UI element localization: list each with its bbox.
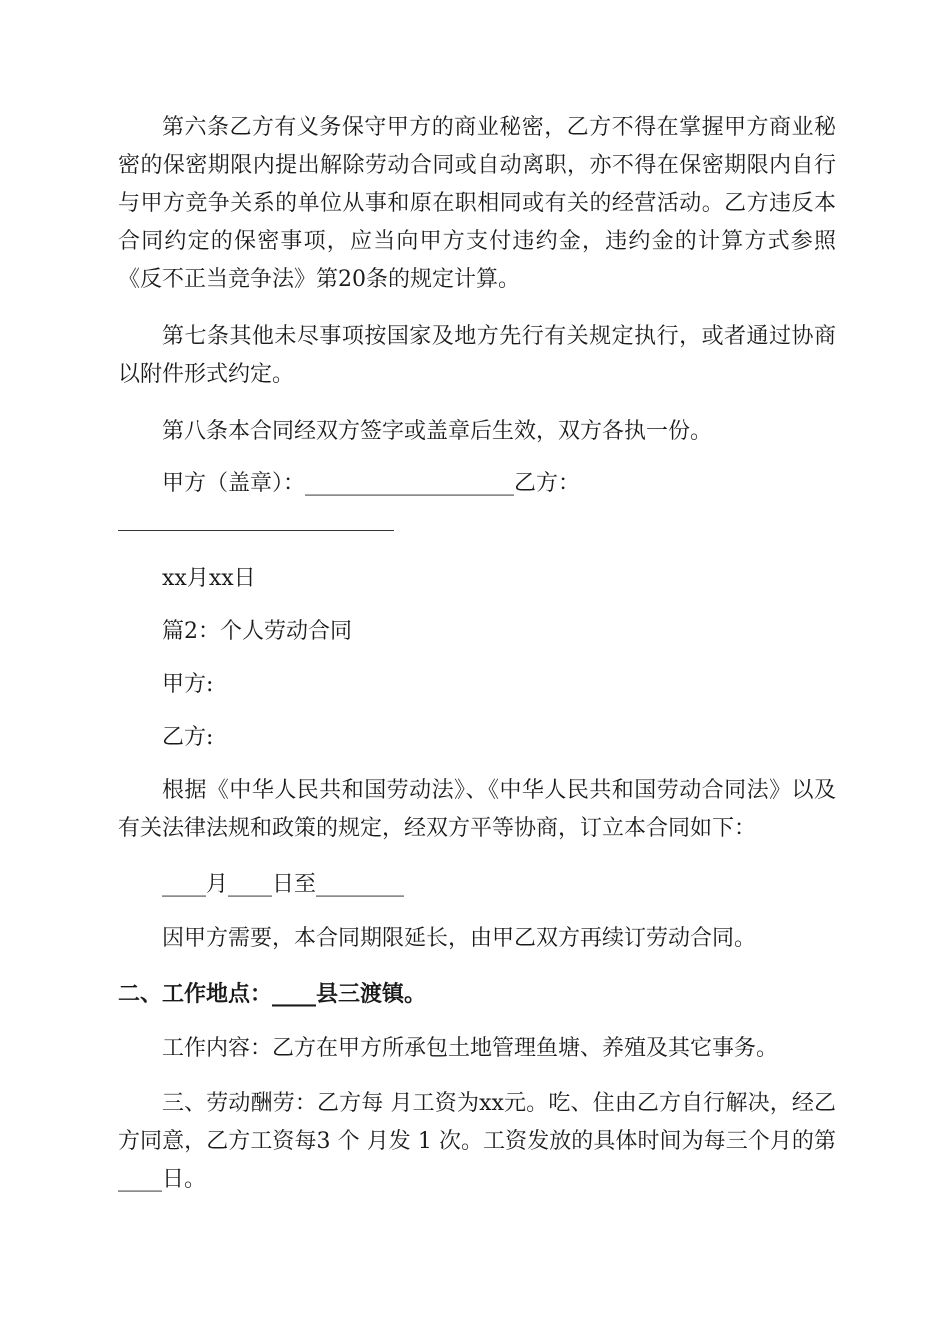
term-extension-paragraph: 因甲方需要，本合同期限延长，由甲乙双方再续订劳动合同。 xyxy=(162,926,757,951)
party-b-label: 乙方: xyxy=(162,725,214,750)
remuneration-paragraph: 三、劳动酬劳：乙方每 月工资为xx元。吃、住由乙方自行解决，经乙方同意，乙方工资每3 个 月发 1 次。工资发放的具体时间为每三个月的第____日。 xyxy=(118,1091,836,1192)
article-8-paragraph: 第八条本合同经双方签字或盖章后生效，双方各执一份。 xyxy=(162,419,713,444)
work-content-paragraph: 工作内容：乙方在甲方所承包土地管理鱼塘、养殖及其它事务。 xyxy=(162,1036,779,1061)
party-a-label: 甲方: xyxy=(162,672,214,697)
preamble-paragraph: 根据《中华人民共和国劳动法》、《中华人民共和国劳动合同法》以及有关法律法规和政策的规定，经双方平等协商，订立本合同如下： xyxy=(118,778,836,841)
section-title: 篇2：个人劳动合同 xyxy=(162,619,352,644)
work-location-heading: 二、工作地点：____县三渡镇。 xyxy=(118,981,427,1007)
article-6-paragraph: 第六条乙方有义务保守甲方的商业秘密，乙方不得在掌握甲方商业秘密的保密期限内提出解除劳动合同或自动离职，亦不得在保密期限内自行与甲方竞争关系的单位从事和原在职相同或有关的经营活动。乙方违反本合同约定的保密事项，应当向甲方支付违约金，违约金的计算方式参照《反不正当竞争法》第20条的规定计算。 xyxy=(118,115,836,292)
signature-underline xyxy=(118,530,394,531)
signature-line: 甲方（盖章）：___________________乙方： xyxy=(162,471,581,496)
date-line: xx月xx日 xyxy=(162,566,256,591)
article-7-paragraph: 第七条其他未尽事项按国家及地方先行有关规定执行，或者通过协商以附件形式约定。 xyxy=(118,324,836,387)
term-period-line: ____月____日至________ xyxy=(162,872,405,897)
